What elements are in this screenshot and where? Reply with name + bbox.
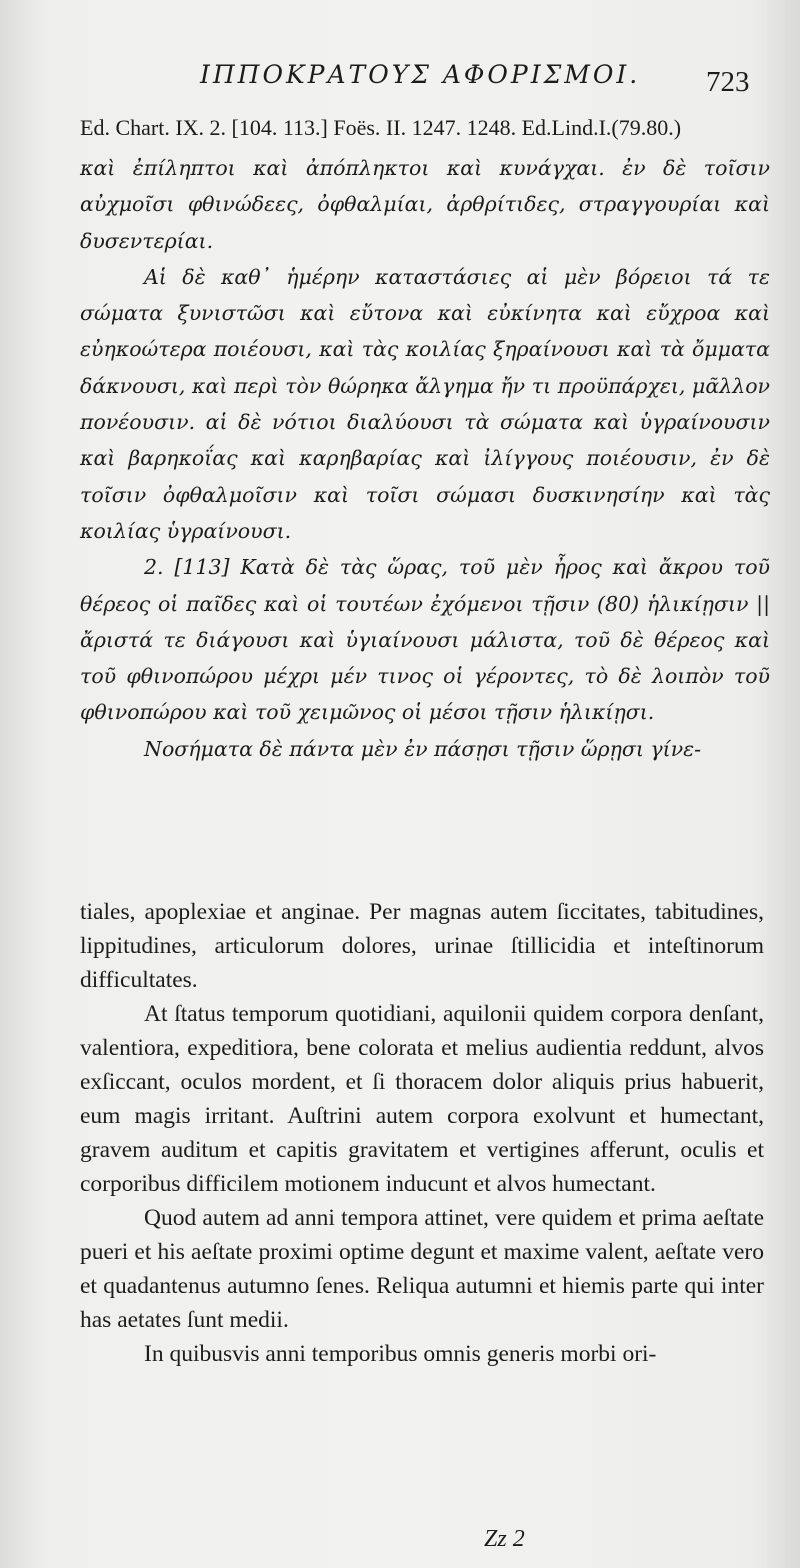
latin-paragraph-3: Quod autem ad anni tempora attinet, vere quidem et prima aeſtate pueri et his aeſtate proximi optime degunt et maxime valent, aeſtate vero et quadantenus autumno ſenes. Reliqua autumni et hiemis parte qui inter has aetates ſunt medii. <box>80 1205 764 1333</box>
section-separator <box>80 845 770 846</box>
latin-paragraph-4: In quibusvis anni temporibus omnis generis morbi ori- <box>144 1341 657 1367</box>
greek-paragraph-1: καὶ ἐπίληπτοι καὶ ἀπόπληκτοι καὶ κυνάγχαι. ἐν δὲ τοῖσιν αὐχμοῖσι φθινώδεες, ὀφθαλμίαι, ἀρθρίτιδες, στραγγουρίαι καὶ δυσεντερίαι. <box>80 156 770 253</box>
latin-paragraph-1: tiales, apoplexiae et anginae. Per magnas autem ſiccitates, tabitudines, lippitudines, articulorum dolores, urinae ſtillicidia et inteſtinorum difficultates. <box>80 899 764 993</box>
signature-mark: Zz 2 <box>484 1526 525 1552</box>
greek-text-block <box>80 150 770 767</box>
page-number: 723 <box>706 66 750 98</box>
greek-paragraph-4: Νοσήματα δὲ πάντα μὲν ἐν πάσῃσι τῇσιν ὥρῃσι γίνε- <box>144 736 702 761</box>
latin-text-block <box>80 895 764 1371</box>
page-header <box>0 60 800 110</box>
edition-reference-line: Ed. Chart. IX. 2. [104. 113.] Foës. II. 1247. 1248. Ed.Lind.I.(79.80.) <box>80 115 682 140</box>
greek-paragraph-2: Αἱ δὲ καθ᾽ ἡμέρην καταστάσιες αἱ μὲν βόρειοι τά τε σώματα ξυνιστῶσι καὶ εὔτονα καὶ εὐκίνητα καὶ εὔχροα καὶ εὐηκοώτερα ποιέουσι, καὶ τὰς κοιλίας ξηραίνουσι καὶ τὰ ὄμματα δάκνουσι, καὶ περὶ τὸν θώρηκα ἄλγημα ἤν τι προϋπάρχει, μᾶλλον πονέουσιν. αἱ δὲ νότιοι διαλύουσι τὰ σώματα καὶ ὑγραίνουσιν καὶ βαρηκοΐας καὶ καρηβαρίας καὶ ἰλίγγους ποιέουσιν, ἐν δὲ τοῖσιν ὀφθαλμοῖσιν καὶ τοῖσι σώμασι δυσκινησίην καὶ τὰς κοιλίας ὑγραίνουσι. <box>80 264 770 543</box>
greek-paragraph-3: 2. [113] Κατὰ δὲ τὰς ὥρας, τοῦ μὲν ἦρος καὶ ἄκρου τοῦ θέρεος οἱ παῖδες καὶ οἱ τουτέων ἐχόμενοι τῇσιν (80) ἡλικίῃσιν || ἄριστά τε διάγουσι καὶ ὑγιαίνουσι μάλιστα, τοῦ δὲ θέρεος καὶ τοῦ φθινοπώρου μέχρι μέν τινος οἱ γέροντες, τὸ δὲ λοιπὸν τοῦ φθινοπώρου καὶ τοῦ χειμῶνος οἱ μέσοι τῇσιν ἡλικίῃσι. <box>80 555 770 725</box>
running-title: ΙΠΠΟΚΡΑΤΟΥΣ ΑΦΟΡΙΣΜΟΙ. <box>200 60 641 89</box>
latin-paragraph-2: At ſtatus temporum quotidiani, aquilonii quidem corpora denſant, valentiora, expeditiora, bene colorata et melius audientia reddunt, alvos exſiccant, oculos mordent, et ſi thoracem dolor aliquis prius habuerit, eum magis irritant. Auſtrini autem corpora exolvunt et humectant, gravem auditum et capitis gravitatem et vertigines afferunt, oculis et corporibus difficilem motionem inducunt et alvos humectant. <box>80 1001 764 1197</box>
